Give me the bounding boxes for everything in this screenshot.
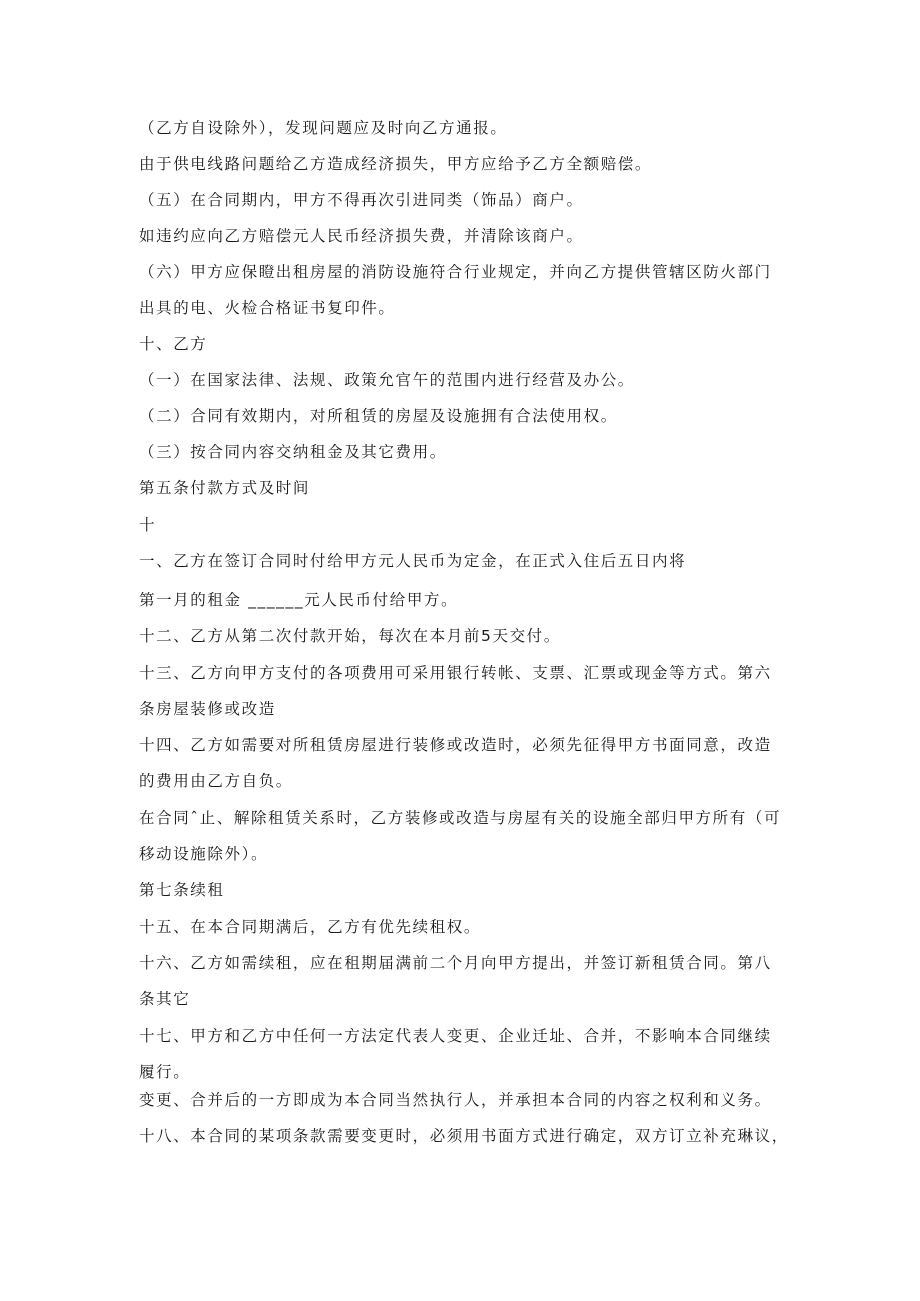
section-heading: 十、乙方: [139, 335, 208, 353]
text-line: 由于供电线路问题给乙方造成经济损失，甲方应给予乙方全额赔偿。: [139, 155, 653, 173]
text-line: 第一月的租金 ______元人民币付给甲方。: [139, 591, 459, 609]
text-line: 的费用由乙方自负。: [139, 772, 293, 790]
text-line: （一）在国家法律、法规、政策允官午的范围内进行经营及办公。: [139, 371, 635, 389]
text-line: 履行。: [139, 1063, 191, 1081]
text-line: （三）按合同内容交纳租金及其它费用。: [139, 443, 447, 461]
text-line: 如违约应向乙方赔偿元人民币经济损失费，并清除该商户。: [139, 227, 584, 245]
text-line: 十七、甲方和乙方中任何一方法定代表人变更、企业迁址、合并，不影响本合同继续: [139, 1027, 772, 1045]
text-line: 十二、乙方从第二次付款开始，每次在本月前5天交付。: [139, 627, 561, 645]
text-line: 条房屋装修或改造: [139, 700, 276, 718]
text-line: 一、乙方在签订合同时付给甲方元人民币为定金，在正式入住后五日内将: [139, 552, 687, 570]
text-line: 十六、乙方如需续租，应在租期届满前二个月向甲方提出，并签订新租赁合同。第八: [139, 954, 772, 972]
text-line: （二）合同有效期内，对所租赁的房屋及设施拥有合法使用权。: [139, 407, 618, 425]
text-line: 十四、乙方如需要对所租赁房屋进行装修或改造时，必须先征得甲方书面同意，改造: [139, 736, 772, 754]
text-line: （六）甲方应保瞪出租房屋的消防设施符合行业规定，并向乙方提供管辖区防火部门: [139, 263, 772, 281]
section-heading: 第七条续租: [139, 881, 225, 899]
text-line: 十五、在本合同期满后，乙方有优先续租权。: [139, 918, 482, 936]
text-line: 在合同ˆ止、解除租赁关系时，乙方装修或改造与房屋有关的设施全部归甲方所有（可: [139, 809, 782, 827]
text-line: 条其它: [139, 990, 191, 1008]
text-line: 出具的电、火检合格证书复印件。: [139, 299, 396, 317]
text-line: （五）在合同期内，甲方不得再次引进同类（饰品）商户。: [139, 191, 584, 209]
text-line: 变更、合并后的一方即成为本合同当然执行人，并承担本合同的内容之权利和义务。: [139, 1091, 772, 1109]
section-heading: 第五条付款方式及时间: [139, 479, 311, 497]
text-line: （乙方自设除外），发现问题应及时向乙方通报。: [139, 119, 508, 137]
text-line: 十八、本合同的某项条款需要变更时，必须用书面方式进行确定，双方订立补充琳议，: [139, 1127, 789, 1145]
text-line: 十三、乙方向甲方支付的各项费用可采用银行转帐、支票、汇票或现金等方式。第六: [139, 664, 772, 682]
text-line: 移动设施除外）。: [139, 845, 269, 863]
text-line: 十: [139, 516, 157, 534]
